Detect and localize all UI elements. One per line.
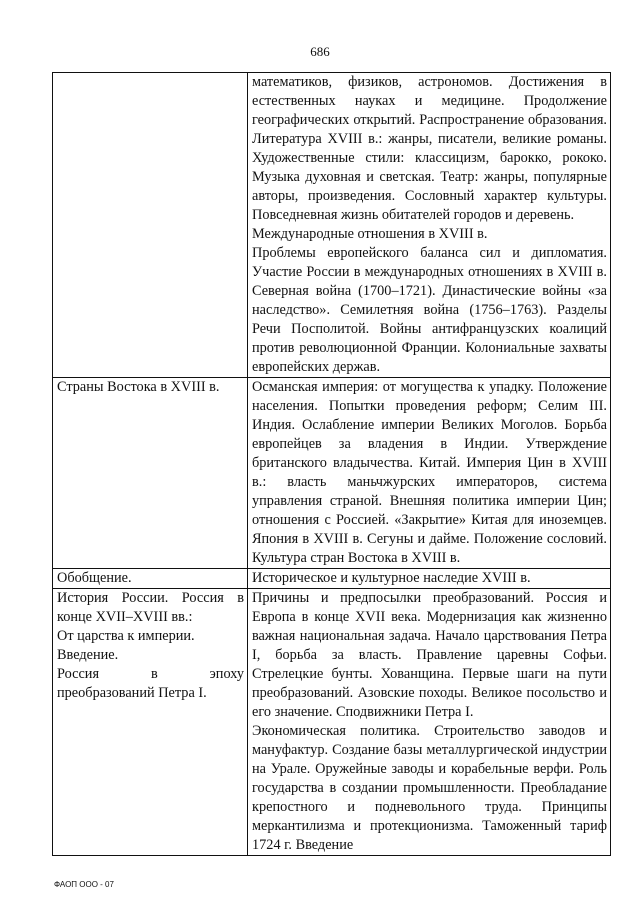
- content-paragraph: математиков, физиков, астрономов. Достижения в естественных науках и медицине. Продолжение географических открытий. Распространение образования. Литература XVIII в.: жанры, писатели, великие романы. Художественные стили: классицизм, барокко, рококо. Музыка духовная и светская. Театр: жанры, популярные авторы, произведения. Сословный характер культуры. Повседневная жизнь обитателей городов и деревень.: [252, 74, 607, 223]
- content-cell: [248, 378, 611, 569]
- content-cell: [248, 569, 611, 589]
- topic-line: Страны Востока в XVIII в.: [57, 379, 220, 395]
- table-row: [53, 569, 611, 589]
- topic-line: Россия в эпоху преобразований Петра I.: [57, 666, 244, 701]
- content-paragraph: Причины и предпосылки преобразований. Россия и Европа в конце XVII века. Модернизация как жизненно важная национальная задача. Начало царствования Петра I, борьба за власть. Правление царевны Софьи. Стрелецкие бунты. Хованщина. Первые шаги на пути преобразований. Азовские походы. Великое посольство и его значение. Сподвижники Петра I.: [252, 590, 607, 720]
- topic-line: Введение.: [57, 647, 119, 663]
- table-row: [53, 589, 611, 856]
- content-cell: [248, 589, 611, 856]
- topic-cell: [53, 73, 248, 378]
- content-cell: [248, 73, 611, 378]
- footer-code: ФАОП ООО - 07: [54, 880, 114, 889]
- page-number: 686: [310, 44, 330, 59]
- topic-cell: [53, 589, 248, 856]
- content-paragraph: Османская империя: от могущества к упадку. Положение населения. Попытки проведения реформ; Селим III. Индия. Ослабление империи Великих Моголов. Борьба европейцев за владения в Индии. Утверждение британского владычества. Китай. Империя Цин в XVIII в.: власть маньчжурских императоров, система управления страной. Внешняя политика империи Цин; отношения с Россией. «Закрытие» Китая для иноземцев. Япония в XVIII в. Сегуны и дайме. Положение сословий. Культура стран Востока в XVIII в.: [252, 379, 607, 566]
- content-paragraph: Историческое и культурное наследие XVIII в.: [252, 570, 531, 586]
- table-row: [53, 73, 611, 378]
- table-row: [53, 378, 611, 569]
- curriculum-table: [52, 72, 611, 856]
- topic-line: Обобщение.: [57, 570, 132, 586]
- topic-line: От царства к империи.: [57, 628, 195, 644]
- content-paragraph: Международные отношения в XVIII в.: [252, 226, 488, 242]
- content-paragraph: Проблемы европейского баланса сил и дипломатия. Участие России в международных отношениях в XVIII в. Северная война (1700–1721). Династические войны «за наследство». Семилетняя война (1756–1763). Разделы Речи Посполитой. Войны антифранцузских коалиций против революционной Франции. Колониальные захваты европейских держав.: [252, 245, 607, 375]
- topic-line: История России. Россия в конце XVII–XVIII вв.:: [57, 590, 244, 625]
- content-paragraph: Экономическая политика. Строительство заводов и мануфактур. Создание базы металлургической индустрии на Урале. Оружейные заводы и корабельные верфи. Роль государства в создании промышленности. Преобладание крепостного и подневольного труда. Принципы меркантилизма и протекционизма. Таможенный тариф 1724 г. Введение: [252, 723, 607, 853]
- topic-cell: [53, 569, 248, 589]
- topic-cell: [53, 378, 248, 569]
